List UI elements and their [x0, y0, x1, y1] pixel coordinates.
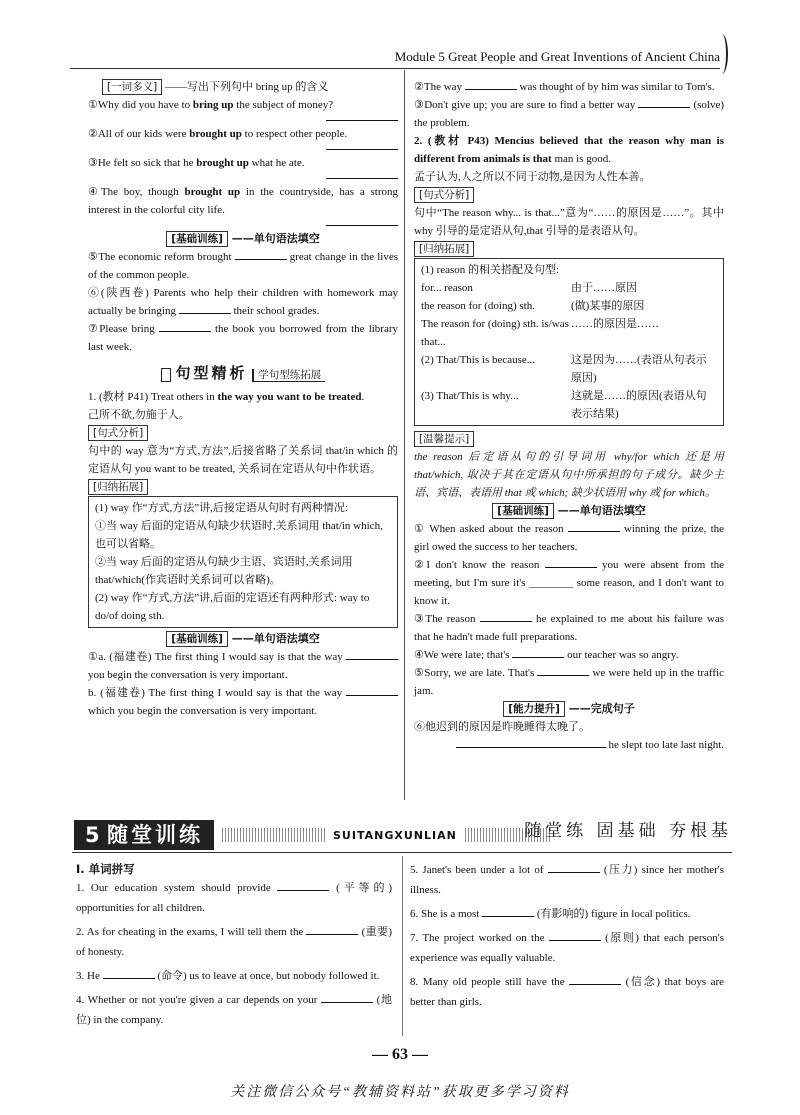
- spelling-blank[interactable]: [277, 879, 329, 891]
- spelling-blank[interactable]: [569, 973, 621, 985]
- expand-tag-2: [归纳拓展]: [414, 241, 474, 257]
- spelling-blank[interactable]: [549, 929, 601, 941]
- meaning-blank[interactable]: [326, 143, 398, 150]
- left-column: [88, 78, 398, 720]
- spelling-blank[interactable]: [482, 905, 534, 917]
- item-text-end: figure in local politics.: [590, 908, 691, 920]
- table-cell-en: (2) That/This is because...: [421, 354, 536, 366]
- item-text-end: their school grades.: [233, 305, 320, 317]
- polysemy-item: [88, 154, 398, 172]
- basic-training-heading: [88, 230, 398, 248]
- tip-text: the reason 后定语从句的引导词用 why/for which 还是用 that/which, 取决于其在定语从句中所承担的句子成分。缺少主语、宾语、表语用 that 或 which; 缺少状语用 why 或 for which。: [414, 451, 724, 499]
- item-text-end: we were held up in the traffic jam.: [414, 667, 724, 697]
- item-text: 2. As for cheating in the exams, I will tell them the: [76, 926, 304, 938]
- spelling-item: [76, 878, 392, 918]
- spelling-list-right: [410, 860, 724, 1012]
- fill-item: [88, 684, 398, 720]
- q1-text: 1. (教材 P41) Treat others in: [88, 391, 218, 403]
- item-hint: (命令): [157, 970, 187, 982]
- item-text-end: since her mother's illness.: [410, 864, 725, 896]
- item-text-end: he explained to me about his failure was that he hadn't made full preparations.: [414, 613, 725, 643]
- fill-item: [88, 284, 398, 320]
- item-hint: (原则): [605, 932, 639, 944]
- table-cell-en: (3) That/This is why...: [421, 390, 519, 402]
- table-cell-cn: 这就是……的原因(表语从句表示结果): [571, 390, 707, 420]
- item-text-end: that each person's experience was equally valuable.: [410, 932, 725, 964]
- answer-blank[interactable]: [638, 96, 690, 108]
- banner-slogan: 随堂练 固基础 夯根基: [524, 821, 732, 841]
- exercise-right: [410, 860, 724, 1016]
- item-text-end: to respect other people.: [241, 128, 348, 140]
- item-text-end: that boys are better than girls.: [410, 976, 725, 1008]
- item-text: ④We were late; that's: [414, 649, 510, 661]
- table-cell-cn: (做)某事的原因: [571, 300, 645, 312]
- translation-prompt: ⑥他迟到的原因是昨晚睡得太晚了。: [414, 721, 590, 733]
- box-line: ②当 way 后面的定语从句缺少主语、宾语时,关系词用 that/which(作宾语时关系词可以省略)。: [95, 556, 353, 586]
- item-text-end: our teacher was so angry.: [567, 649, 679, 661]
- item-text: 4. Whether or not you're given a car depends on your: [76, 994, 318, 1006]
- item-text: ③The reason: [414, 613, 476, 625]
- table-row: [421, 297, 717, 315]
- item-bold: bring up: [192, 99, 234, 111]
- spelling-item: [410, 972, 724, 1012]
- q1-translation: 己所不欲,勿施于人。: [88, 409, 190, 421]
- item-text: ③He felt so sick that he: [88, 157, 197, 169]
- spelling-blank[interactable]: [306, 923, 358, 935]
- item-text: ③Don't give up; you are sure to find a better way: [414, 99, 636, 111]
- answer-blank[interactable]: [346, 684, 398, 696]
- answer-blank[interactable]: [545, 556, 597, 568]
- item-text: ① When asked about the reason: [414, 523, 564, 535]
- section-title: 句型精析: [175, 364, 248, 382]
- reason-usage-box: [414, 258, 724, 426]
- ability-tag: [能力提升]: [503, 701, 565, 717]
- answer-blank[interactable]: [346, 648, 398, 660]
- item-hint: (信念): [625, 976, 660, 988]
- answer-blank[interactable]: [465, 78, 517, 90]
- fill-item: [414, 556, 724, 610]
- basic-training-tag: [基础训练]: [166, 231, 228, 247]
- item-text-end: opportunities for all children.: [76, 902, 205, 914]
- exercise-heading: Ⅰ. 单词拼写: [76, 862, 135, 876]
- spelling-item: [76, 922, 392, 962]
- meaning-blank[interactable]: [326, 114, 398, 121]
- fill-item: [88, 648, 398, 684]
- spelling-item: [76, 966, 392, 986]
- fill-item: [88, 320, 398, 356]
- way-usage-box: [88, 496, 398, 628]
- item-text-end: you begin the conversation is very important.: [88, 669, 288, 681]
- fill-item: [414, 646, 724, 664]
- grammar-fill-list: [88, 248, 398, 356]
- item-text-end: of honesty.: [76, 946, 125, 958]
- item-text: ④The boy, though: [88, 186, 185, 198]
- answer-tail: he slept too late last night.: [608, 739, 724, 751]
- basic-training-title-2: ——单句语法填空: [231, 632, 320, 645]
- item-text: 8. Many old people still have the: [410, 976, 565, 988]
- polysemy-item: [88, 125, 398, 143]
- answer-blank[interactable]: [512, 646, 564, 658]
- bookmark-icon: [161, 368, 171, 382]
- answer-blank[interactable]: [568, 520, 620, 532]
- banner-title-block: [74, 820, 214, 850]
- item-hint: (压力): [603, 864, 638, 876]
- item-text: 6. She is a most: [410, 908, 480, 920]
- polysemy-tag: [一词多义]: [102, 79, 162, 95]
- section-subtitle: 学句型练拓展: [252, 369, 325, 382]
- page-number: — 63 —: [372, 1046, 428, 1063]
- spelling-item: [410, 928, 724, 968]
- spelling-blank[interactable]: [548, 861, 600, 873]
- right-column: [414, 78, 724, 754]
- banner-rule: [72, 852, 732, 853]
- item-hint: (地位): [76, 994, 393, 1026]
- item-text: ⑦Please bring: [88, 323, 155, 335]
- table-row: [421, 387, 717, 423]
- analysis-tag: [句式分析]: [88, 425, 148, 441]
- q1-end: .: [361, 391, 365, 403]
- answer-blank[interactable]: [480, 610, 532, 622]
- reason-fill-list: [414, 520, 724, 700]
- question-1: [88, 388, 398, 406]
- spelling-blank[interactable]: [321, 991, 373, 1003]
- item-text: 3. He: [76, 970, 100, 982]
- fill-item: [414, 520, 724, 556]
- basic-training-title-3: ——单句语法填空: [557, 504, 646, 517]
- polysemy-item: [88, 96, 398, 114]
- translation-answer-line: [414, 736, 724, 754]
- item-text-end: winning the prize, the girl owed the success to her teachers.: [414, 523, 725, 553]
- sentence-analysis-section-heading: [88, 364, 398, 384]
- item-text-end: in the company.: [93, 1014, 164, 1026]
- item-hint: (重要): [361, 926, 393, 938]
- banner-pinyin: SUITANGXUNLIAN: [327, 827, 463, 845]
- fill-item: [88, 248, 398, 284]
- box-line: (2) way 作“方式,方法”讲,后面的定语还有两种形式: way to do/of doing sth.: [95, 592, 370, 622]
- item-text: ①Why did you have to: [88, 99, 193, 111]
- way-fill-list: [88, 648, 398, 720]
- banner-number: 5: [85, 823, 100, 847]
- spelling-item: [76, 990, 392, 1030]
- item-text: ⑤The economic reform brought: [88, 251, 232, 263]
- item-text: ②All of our kids were: [88, 128, 190, 140]
- ability-title: ——完成句子: [568, 702, 635, 715]
- answer-blank[interactable]: [537, 664, 589, 676]
- table-row: [421, 279, 717, 297]
- table-cell-cn: 由于……原因: [571, 282, 637, 294]
- basic-training-heading-2: [88, 630, 398, 648]
- answer-blank[interactable]: [179, 302, 231, 314]
- item-text-end: great change in the lives of the common people.: [88, 251, 399, 281]
- q1-bold: the way you want to be treated: [217, 391, 362, 403]
- answer-blank[interactable]: [456, 736, 606, 748]
- exercise-left: [76, 860, 392, 1034]
- spelling-item: [410, 860, 724, 900]
- item-text-end: which you begin the conversation is very important.: [88, 705, 318, 717]
- item-bold: brought up: [184, 186, 241, 198]
- box-line: (1) way 作“方式,方法”讲,后接定语从句时有两种情况:: [95, 502, 348, 514]
- basic-training-tag-3: [基础训练]: [492, 503, 554, 519]
- meaning-blank[interactable]: [326, 172, 398, 179]
- item-text: 7. The project worked on the: [410, 932, 545, 944]
- basic-training-heading-3: [414, 502, 724, 520]
- fill-item: [414, 664, 724, 700]
- q2-bold: the reason why man is different from animals is that: [414, 135, 725, 165]
- item-text-end: us to leave at once, but nobody followed it.: [189, 970, 380, 982]
- polysemy-heading: [88, 78, 398, 96]
- question-2: [414, 132, 724, 168]
- item-text-end: (solve) the problem.: [414, 99, 724, 129]
- table-cell-cn: ……的原因是……: [571, 318, 659, 330]
- item-text: 5. Janet's been under a lot of: [410, 864, 544, 876]
- reason-table: [421, 279, 717, 423]
- reason-box-heading: (1) reason 的相关搭配及句型:: [421, 264, 560, 276]
- column-divider: [404, 70, 405, 800]
- way-fill-list-continued: [414, 78, 724, 132]
- item-text-end: what he ate.: [248, 157, 305, 169]
- item-text: ⑤Sorry, we are late. That's: [414, 667, 535, 679]
- ability-heading: [414, 700, 724, 718]
- spelling-list-left: [76, 878, 392, 1030]
- item-text: b. (福建卷) The first thing I would say is that the way: [88, 687, 343, 699]
- expand-tag: [归纳拓展]: [88, 479, 148, 495]
- header-rule: [70, 68, 720, 69]
- box-line: ①当 way 后面的定语从句缺少状语时,关系词用 that/in which, 也可以省略。: [95, 520, 383, 550]
- table-row: [421, 351, 717, 387]
- exercise-divider: [402, 856, 403, 1036]
- item-text-end: was thought of by him was similar to Tom's.: [519, 81, 715, 93]
- q2-text: 2. (教材 P43) Mencius believed that: [414, 135, 609, 147]
- item-text-end: the subject of money?: [233, 99, 334, 111]
- table-cell-en: The reason for (doing) sth. is/was that...: [421, 318, 569, 348]
- item-text: ②The way: [414, 81, 463, 93]
- analysis-text-2: 句中“The reason why... is that...”意为“……的原因是……”。其中 why 引导的是定语从句,that 引导的是表语从句。: [414, 207, 724, 237]
- item-text: ①a. (福建卷) The first thing I would say is that the way: [88, 651, 343, 663]
- item-text: ②I don't know the reason: [414, 559, 540, 571]
- item-text: 1. Our education system should provide: [76, 882, 271, 894]
- polysemy-list: [88, 96, 398, 226]
- running-header: Module 5 Great People and Great Inventions of Ancient China: [394, 49, 720, 64]
- fill-item: [414, 610, 724, 646]
- item-text-end: you were absent from the meeting, but I'm sure it's ________ some reason, and I don't want to know it.: [414, 559, 725, 607]
- tip-tag: [温馨提示]: [414, 431, 474, 447]
- meaning-blank[interactable]: [326, 219, 398, 226]
- item-text-end: in the countryside, has a strong interest in the colorful city life.: [88, 186, 399, 216]
- table-cell-en: the reason for (doing) sth.: [421, 300, 535, 312]
- answer-blank[interactable]: [159, 320, 211, 332]
- polysemy-item: [88, 183, 398, 219]
- spelling-item: [410, 904, 724, 924]
- item-text-end: the book you borrowed from the library last week.: [88, 323, 399, 353]
- q2-translation: 孟子认为,人之所以不同于动物,是因为人性本善。: [414, 171, 651, 183]
- item-bold: brought up: [196, 157, 249, 169]
- basic-training-title: ——单句语法填空: [231, 232, 320, 245]
- polysemy-title: ——写出下列句中 bring up 的含义: [164, 81, 329, 93]
- answer-blank[interactable]: [235, 248, 287, 260]
- table-cell-cn: 这是因为……(表语从句表示原因): [571, 354, 707, 384]
- practice-banner: [72, 818, 732, 852]
- fill-item: [414, 78, 724, 96]
- table-cell-en: for... reason: [421, 282, 473, 294]
- item-bold: brought up: [189, 128, 242, 140]
- item-text: ⑥(陕西卷) Parents who help their children with homework may actually be bringing: [88, 287, 398, 317]
- table-row: [421, 315, 717, 351]
- footer-note: 关注微信公众号“教辅资料站”获取更多学习资料: [230, 1085, 570, 1100]
- item-hint: (平等的): [336, 882, 392, 894]
- item-hint: (有影响的): [536, 908, 589, 920]
- analysis-text: 句中的 way 意为“方式,方法”,后接省略了关系词 that/in which 的定语从句 you want to be treated, 关系词在定语从句中作状语。: [88, 445, 398, 475]
- basic-training-tag-2: [基础训练]: [166, 631, 228, 647]
- spelling-blank[interactable]: [103, 967, 155, 979]
- analysis-tag-2: [句式分析]: [414, 187, 474, 203]
- fill-item: [414, 96, 724, 132]
- banner-title: 随堂训练: [106, 823, 203, 847]
- q2-end: man is good.: [551, 153, 611, 165]
